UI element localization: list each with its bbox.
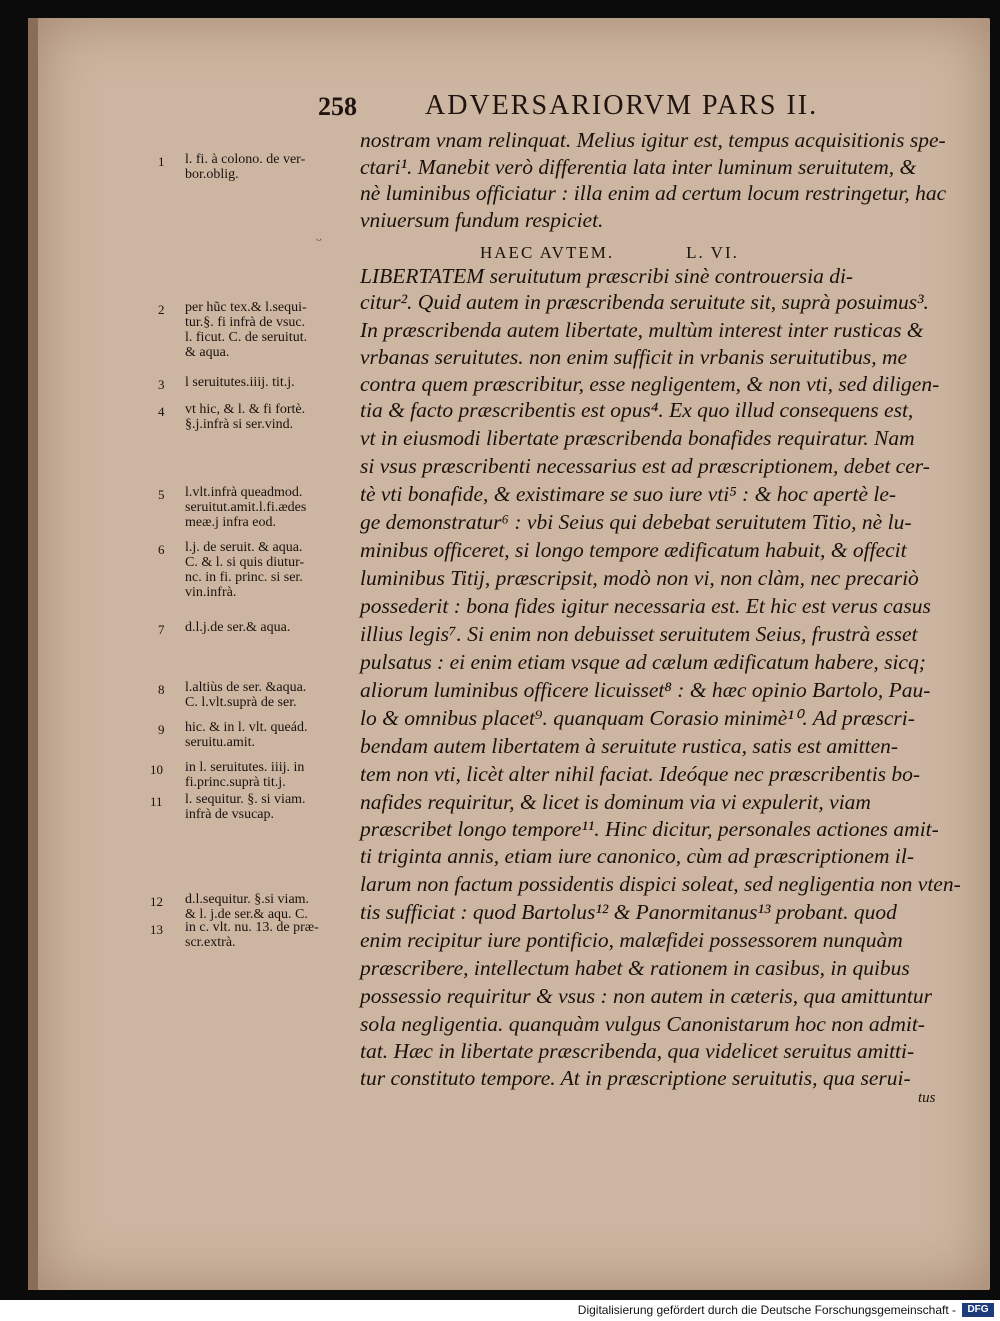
text-line: tia & facto præscribentis est opus⁴. Ex quo illud consequens est, (360, 398, 914, 422)
text-line: vt in eiusmodi libertate præscribenda bonafides requiratur. Nam (360, 426, 915, 450)
note-line: scr.extrà. (185, 935, 236, 950)
text-line: luminibus Titij, præscripsit, modò non vi, non clàm, nec precariò (360, 566, 919, 590)
text-line: citur². Quid autem in præscribenda seruitute sit, suprà posuimus³. (360, 290, 929, 314)
text-line: lo & omnibus placet⁹. quanquam Corasio minimè¹⁰. Ad præscri- (360, 706, 915, 730)
note-number: 11 (150, 794, 163, 809)
text-line: tus (918, 1090, 936, 1106)
stray-mark: ᵕ (316, 232, 322, 250)
text-line: In præscribenda autem libertate, multùm interest inter rusticas & (360, 318, 924, 342)
funding-credit: Digitalisierung gefördert durch die Deutsche Forschungsgemeinschaft - (577, 1303, 956, 1317)
page-number: 258 (318, 92, 357, 121)
note-line: tur.§. fi infrà de vsuc. (185, 315, 306, 330)
note-number: 13 (150, 922, 163, 937)
text-line: illius legis⁷. Si enim non debuisset seruitutem Seius, frustrà esset (360, 622, 918, 646)
note-line: in c. vlt. nu. 13. de præ- (185, 920, 319, 935)
note-number: 8 (158, 682, 165, 697)
note-line: & l. j.de ser.& aqu. C. (185, 907, 308, 922)
note-line: & aqua. (185, 345, 230, 360)
note-line: infrà de vsucap. (185, 807, 275, 822)
note-number: 9 (158, 722, 165, 737)
note-line: meæ.j infra eod. (185, 515, 276, 530)
text-line: pulsatus : ei enim etiam vsque ad cælum ædificatum habere, sicq; (360, 650, 926, 674)
note-line: seruitut.amit.l.fi.ædes (185, 500, 307, 515)
text-line: larum non factum possidentis dispici soleat, sed negligentia non vten- (360, 872, 961, 896)
text-line: tis sufficiat : quod Bartolus¹² & Panormitanus¹³ probant. quod (360, 900, 897, 924)
note-number: 6 (158, 542, 165, 557)
note-line: l. sequitur. §. si viam. (185, 792, 306, 807)
text-line: ctari¹. Manebit verò differentia lata inter luminum seruitutem, & (360, 155, 917, 179)
note-line: l.j. de seruit. & aqua. (185, 540, 303, 555)
note-line: per hũc tex.& l.sequi- (185, 300, 307, 315)
text-line: vniuersum fundum respiciet. (360, 208, 604, 232)
text-line: tè vti bonafide, & existimare se suo iure vti⁵ : & hoc apertè le- (360, 482, 897, 506)
text-line: tat. Hæc in libertate præscribenda, qua videlicet seruitus amitti- (360, 1039, 915, 1063)
text-line: vrbanas seruitutes. non enim sufficit in vrbanis seruitutibus, me (360, 345, 908, 369)
note-line: l. fi. à colono. de ver- (185, 152, 306, 167)
note-number: 2 (158, 302, 165, 317)
text-line: enim recipitur iure pontificio, malæfidei possessorem nunquàm (360, 928, 903, 952)
text-line: tur constituto tempore. At in præscriptione seruitutis, qua serui- (360, 1066, 911, 1090)
text-line: minibus officeret, si longo tempore ædificatum habuit, & offecit (360, 538, 907, 562)
text-line: bendam autem libertatem à seruitute rustica, satis est amitten- (360, 734, 899, 758)
text-line: ti triginta annis, etiam iure canonico, cùm ad præscriptionem il- (360, 844, 914, 868)
note-line: §.j.infrà si ser.vind. (185, 417, 294, 432)
text-line: si vsus præscribenti necessarius est ad præscriptionem, debet cer- (360, 454, 930, 478)
note-number: 10 (150, 762, 163, 777)
note-number: 12 (150, 894, 163, 909)
note-number: 7 (158, 622, 165, 637)
text-line: LIBERTATEM seruitutum præscribi sinè controuersia di- (360, 264, 854, 288)
rubric-law-number: L. VI. (686, 243, 739, 262)
note-line: seruitu.amit. (185, 735, 255, 750)
text-line: nafides requiritur, & licet is dominum via vi expulerit, viam (360, 790, 871, 814)
rubric-title: HAEC AVTEM. (480, 243, 615, 262)
text-line: ge demonstratur⁶ : vbi Seius qui debebat seruitutem Titio, nè lu- (360, 510, 912, 534)
text-line: præscribere, intellectum habet & rationem in casibus, in quibus (360, 956, 910, 980)
text-line: nè luminibus officiatur : illa enim ad certum locum restringetur, hac (360, 181, 947, 205)
running-header: ADVERSARIORVM PARS II. (425, 90, 819, 121)
note-line: vt hic, & l. & fi fortè. (185, 402, 306, 417)
text-line: præscribet longo tempore¹¹. Hinc dicitur, personales actiones amit- (360, 817, 939, 841)
dfg-logo: DFG (962, 1303, 994, 1317)
text-line: contra quem præscribitur, esse negligentem, & non vti, sed diligen- (360, 372, 940, 396)
note-line: l.altiùs de ser. &aqua. (185, 680, 307, 695)
text-line: aliorum luminibus officere licuisset⁸ : & hæc opinio Bartolo, Pau- (360, 678, 931, 702)
text-line: sola negligentia. quanquàm vulgus Canonistarum hoc non admit- (360, 1012, 925, 1036)
text-line: nostram vnam relinquat. Melius igitur est, tempus acquisitionis spe- (360, 128, 946, 152)
note-line: in l. seruitutes. iiij. in (185, 760, 305, 775)
text-line: possessio requiritur & vsus : non autem in cæteris, qua amittuntur (360, 984, 932, 1008)
note-line: hic. & in l. vlt. queád. (185, 720, 308, 735)
note-line: fi.princ.suprà tit.j. (185, 775, 286, 790)
note-line: l seruitutes.iiij. tit.j. (185, 375, 295, 390)
note-number: 4 (158, 404, 165, 419)
note-line: C. & l. si quis diutur- (185, 555, 305, 570)
note-number: 3 (158, 377, 165, 392)
note-number: 1 (158, 154, 165, 169)
note-line: nc. in fi. princ. si ser. (185, 570, 303, 585)
footer-bar (0, 1300, 1000, 1321)
text-line: tem non vti, licèt alter nihil faciat. Ideóque nec præscribentis bo- (360, 762, 921, 786)
note-line: d.l.sequitur. §.si viam. (185, 892, 310, 907)
note-line: bor.oblig. (185, 167, 239, 182)
note-line: d.l.j.de ser.& aqua. (185, 620, 291, 635)
text-line: possederit : bona fides igitur necessaria est. Et hic est verus casus (360, 594, 931, 618)
section-rubric (480, 243, 739, 263)
note-line: C. l.vlt.suprà de ser. (185, 695, 297, 710)
note-line: l.vlt.infrà queadmod. (185, 485, 303, 500)
note-line: vin.infrà. (185, 585, 237, 600)
note-number: 5 (158, 487, 165, 502)
note-line: l. ficut. C. de seruitut. (185, 330, 308, 345)
